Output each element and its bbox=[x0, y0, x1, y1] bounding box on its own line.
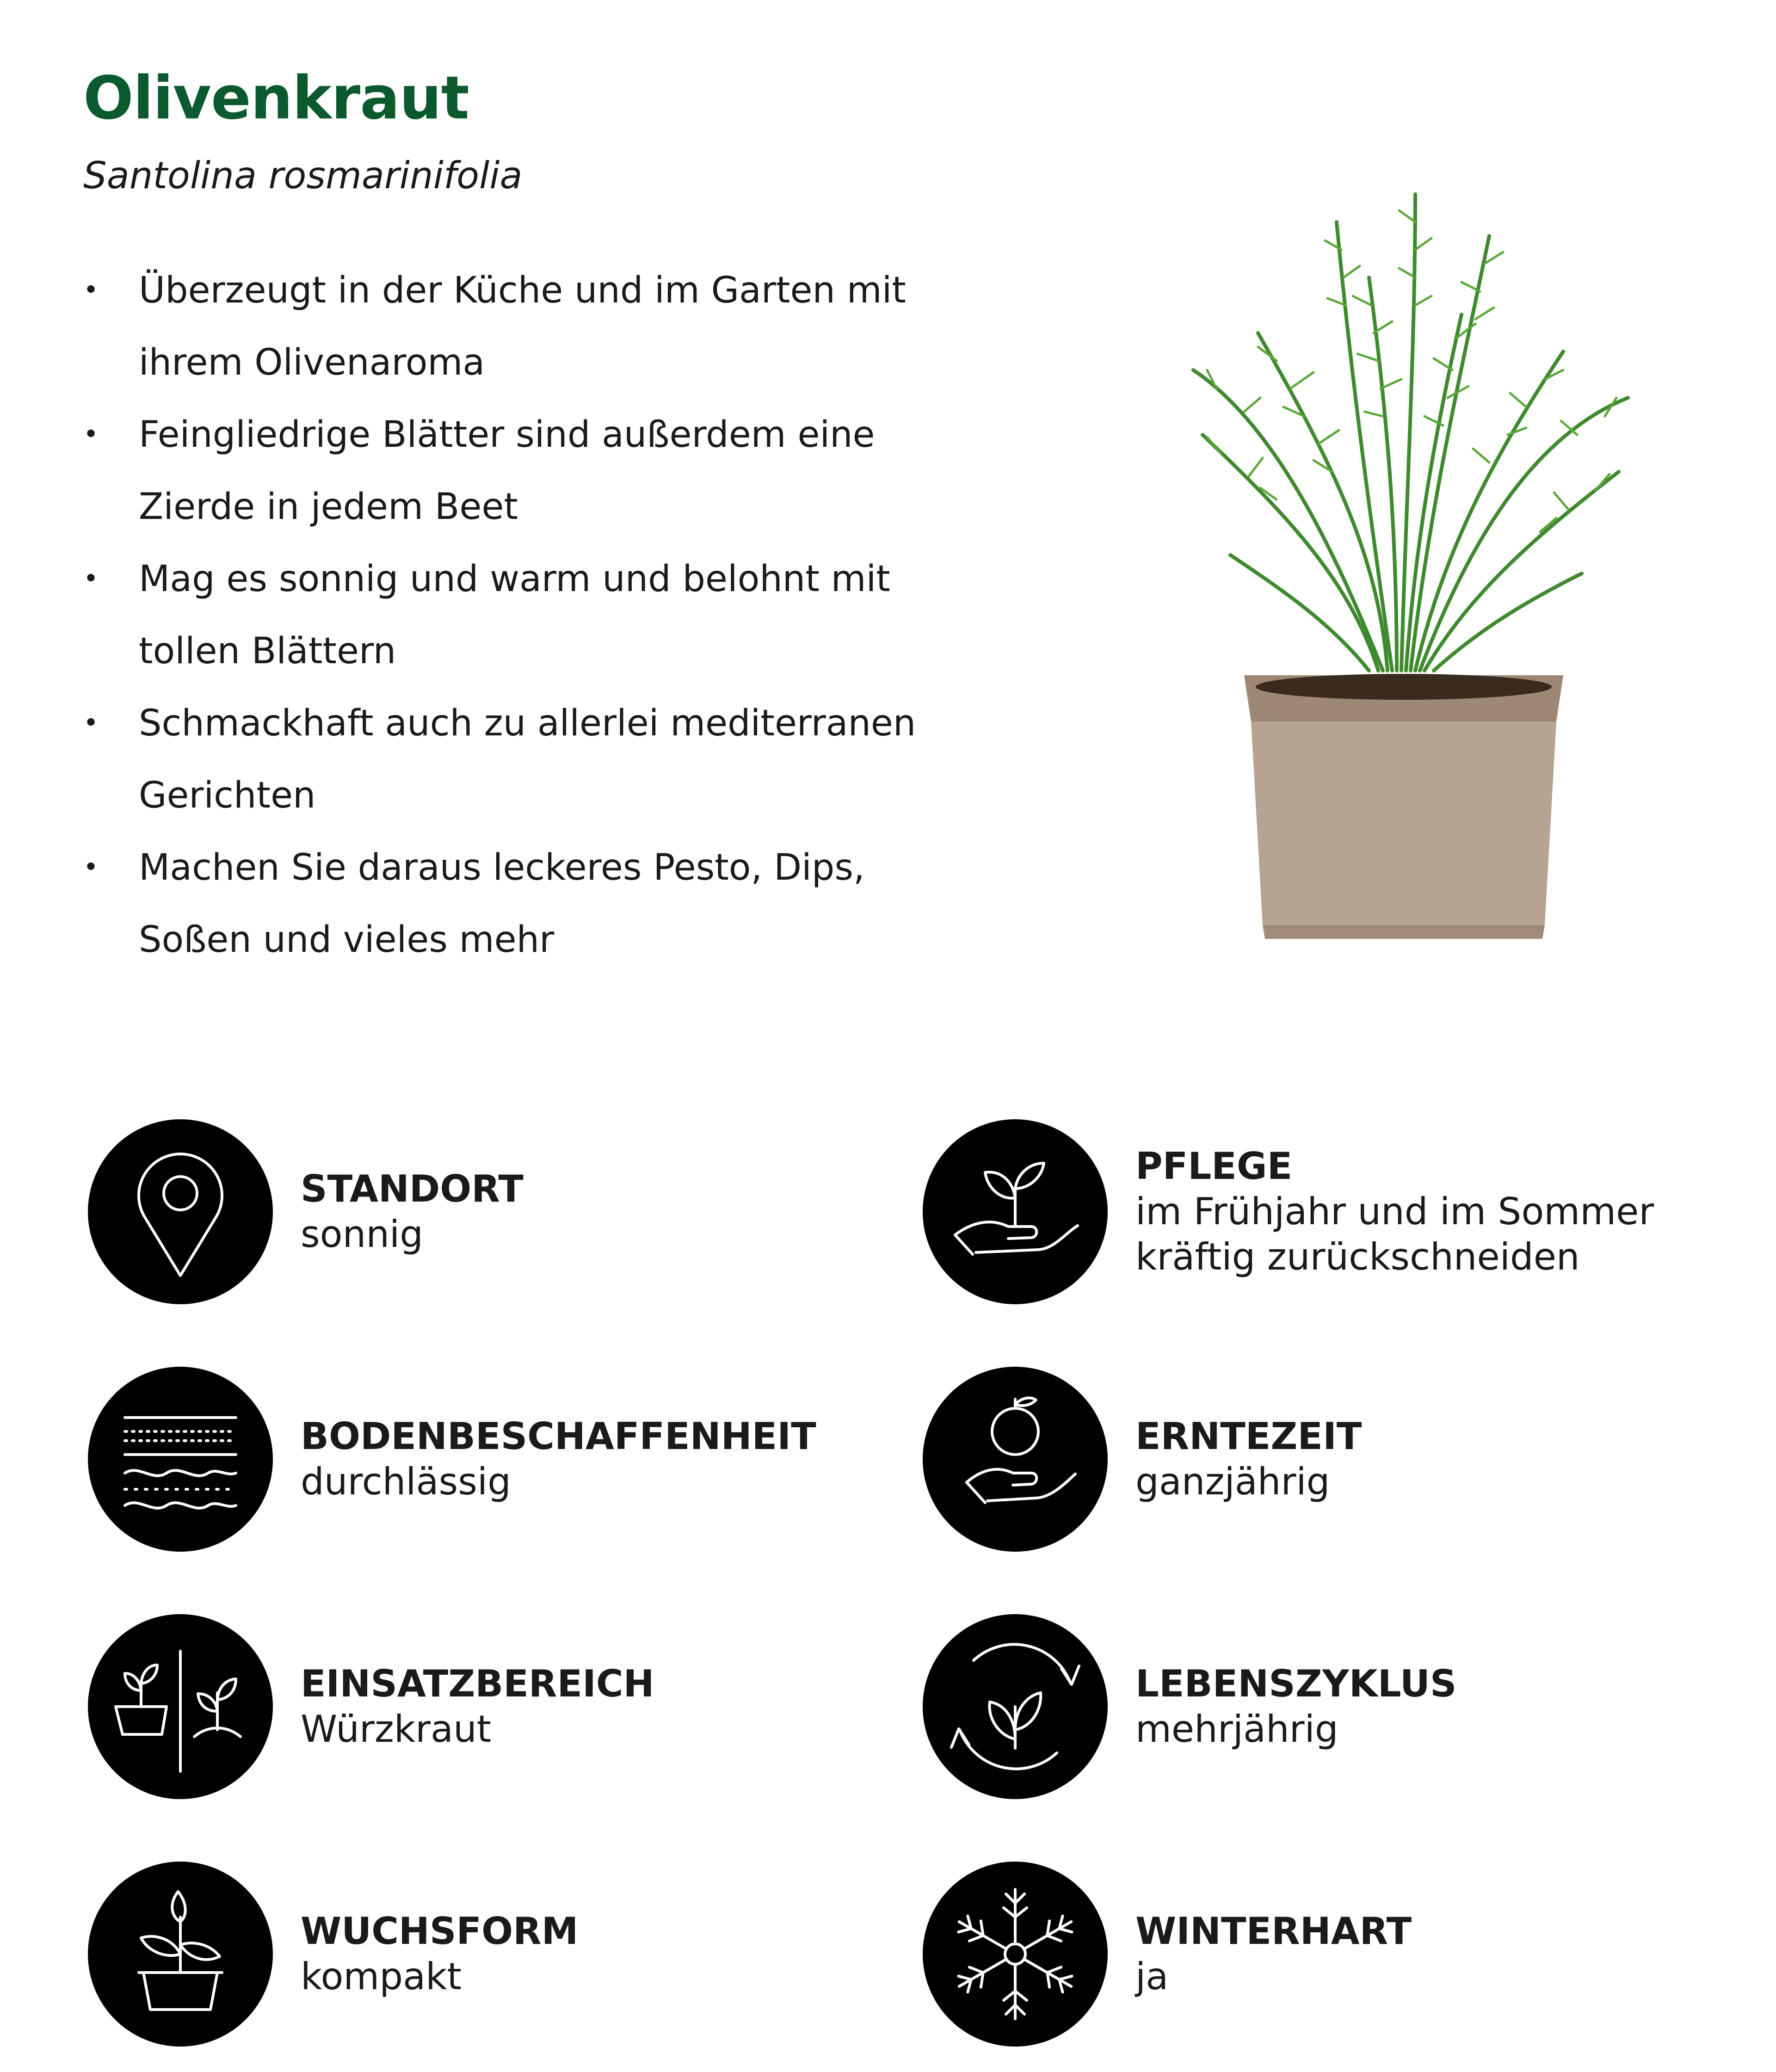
potted-plant-icon bbox=[88, 1862, 273, 2047]
feature-text: Schmackhaft auch zu allerlei mediterranen Gerichten bbox=[139, 703, 916, 816]
attribute-winterhart bbox=[923, 1862, 1709, 2047]
attribute-value: durchlässig bbox=[301, 1460, 511, 1503]
bullet-icon: • bbox=[83, 564, 99, 594]
feature-list bbox=[83, 254, 925, 976]
foliage bbox=[1193, 194, 1628, 671]
attribute-pflege bbox=[923, 1119, 1709, 1304]
feature-item bbox=[83, 254, 925, 399]
attribute-value: Würzkraut bbox=[301, 1708, 492, 1751]
location-pin-icon bbox=[88, 1119, 273, 1304]
snowflake-icon bbox=[923, 1862, 1108, 2047]
attribute-label: EINSATZBEREICH bbox=[301, 1662, 654, 1705]
attribute-wuchsform bbox=[88, 1862, 874, 2047]
attribute-label: WUCHSFORM bbox=[301, 1910, 579, 1953]
attribute-lebenszyklus bbox=[923, 1614, 1709, 1799]
attribute-einsatzbereich bbox=[88, 1614, 874, 1799]
feature-text: Machen Sie daraus leckeres Pesto, Dips, Soßen und vieles mehr bbox=[139, 847, 865, 961]
feature-text: Überzeugt in der Küche und im Garten mit ihrem Olivenaroma bbox=[139, 270, 906, 383]
latin-name: Santolina rosmarinifolia bbox=[83, 154, 523, 197]
bullet-icon: • bbox=[83, 708, 99, 738]
pot-and-bed-icon bbox=[88, 1614, 273, 1799]
pot bbox=[1244, 674, 1563, 939]
feature-item bbox=[83, 543, 925, 687]
attribute-label: WINTERHART bbox=[1135, 1910, 1412, 1953]
lifecycle-icon bbox=[923, 1614, 1108, 1799]
feature-item bbox=[83, 687, 925, 832]
attribute-label: ERNTEZEIT bbox=[1135, 1415, 1362, 1458]
attribute-value: mehrjährig bbox=[1135, 1708, 1338, 1751]
attribute-value: im Frühjahr und im Sommer kräftig zurückschneiden bbox=[1135, 1190, 1654, 1278]
attribute-label: PFLEGE bbox=[1135, 1145, 1293, 1188]
attribute-label: STANDORT bbox=[301, 1167, 524, 1210]
attribute-value: kompakt bbox=[301, 1955, 462, 1998]
attribute-standort bbox=[88, 1119, 874, 1304]
feature-text: Mag es sonnig und warm und belohnt mit tollen Blättern bbox=[139, 558, 890, 672]
bullet-icon: • bbox=[83, 275, 99, 305]
attribute-value: ja bbox=[1135, 1955, 1169, 1998]
feature-item bbox=[83, 832, 925, 976]
bullet-icon: • bbox=[83, 852, 99, 882]
attribute-label: BODENBESCHAFFENHEIT bbox=[301, 1415, 816, 1458]
hand-fruit-icon bbox=[923, 1367, 1108, 1552]
hand-seedling-icon bbox=[923, 1119, 1108, 1304]
product-title: Olivenkraut bbox=[83, 64, 469, 133]
attribute-value: sonnig bbox=[301, 1213, 424, 1256]
attribute-bodenbeschaffenheit bbox=[88, 1367, 874, 1552]
attribute-erntezeit bbox=[923, 1367, 1709, 1552]
attribute-value: ganzjährig bbox=[1135, 1460, 1330, 1503]
attribute-label: LEBENSZYKLUS bbox=[1135, 1662, 1457, 1705]
feature-item bbox=[83, 399, 925, 543]
bullet-icon: • bbox=[83, 419, 99, 450]
product-image bbox=[1138, 139, 1665, 944]
feature-text: Feingliedrige Blätter sind außerdem eine Zierde in jedem Beet bbox=[139, 414, 875, 528]
soil-layers-icon bbox=[88, 1367, 273, 1552]
